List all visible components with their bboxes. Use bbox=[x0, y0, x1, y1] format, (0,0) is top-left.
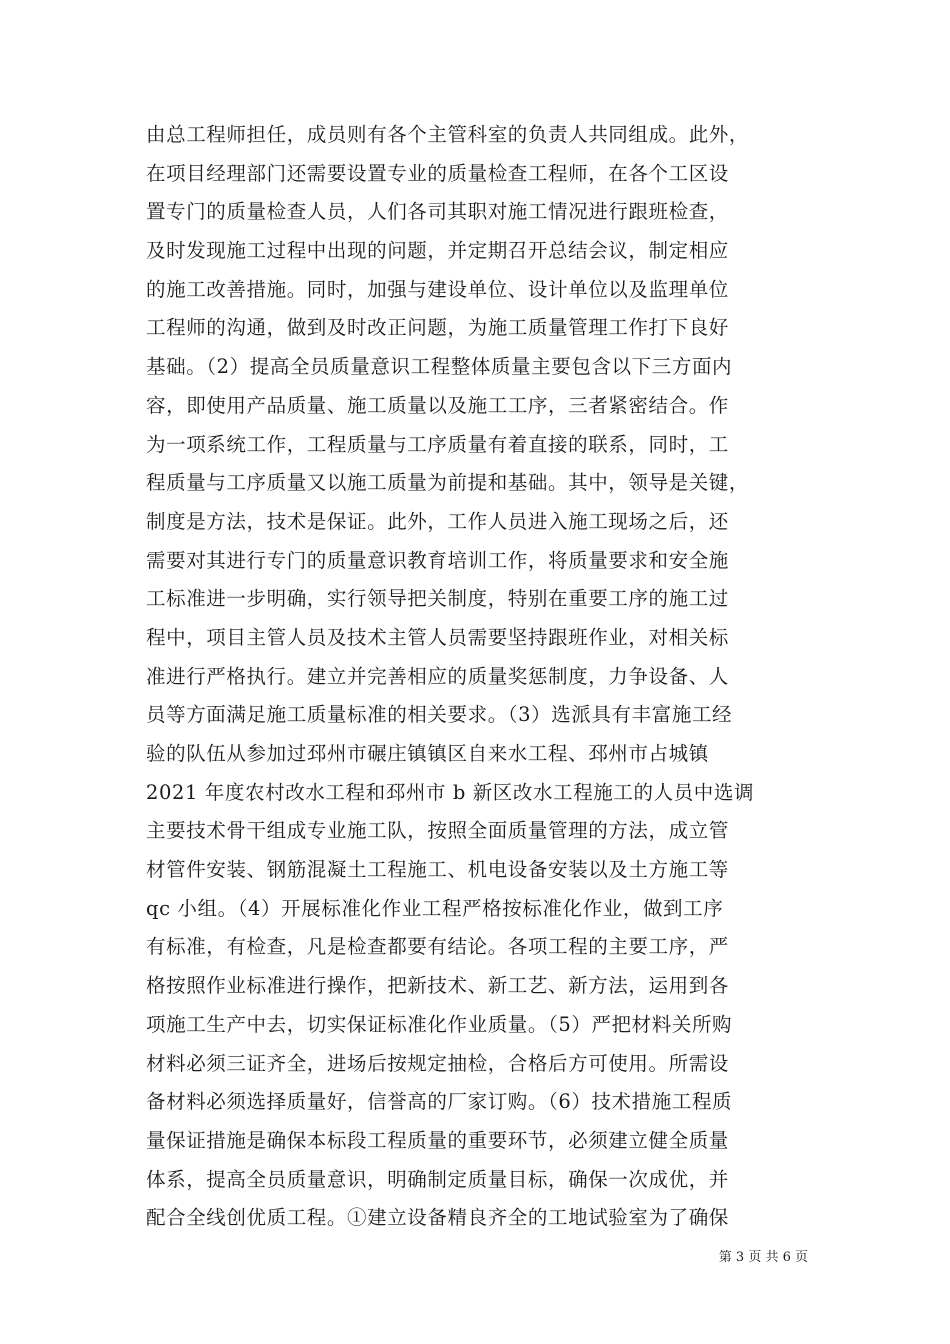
text-line: 及时发现施工过程中出现的问题，并定期召开总结会议，制定相应 bbox=[146, 239, 729, 263]
text-line: 有标准，有检查，凡是检查都要有结论。各项工程的主要工序，严 bbox=[146, 935, 729, 959]
text-line: 体系，提高全员质量意识，明确制定质量目标，确保一次成优，并 bbox=[146, 1167, 729, 1191]
text-line: 员等方面满足施工质量标准的相关要求。（3）选派具有丰富施工经 bbox=[146, 703, 733, 727]
text-line: 程中，项目主管人员及技术主管人员需要坚持跟班作业，对相关标 bbox=[146, 625, 729, 649]
text-line: 在项目经理部门还需要设置专业的质量检查工程师，在各个工区设 bbox=[146, 161, 729, 185]
text-line: 量保证措施是确保本标段工程质量的重要环节，必须建立健全质量 bbox=[146, 1128, 729, 1152]
text-line: 置专门的质量检查人员，人们各司其职对施工情况进行跟班检查， bbox=[146, 200, 729, 224]
text-line: 验的队伍从参加过邳州市碾庄镇镇区自来水工程、邳州市占城镇 bbox=[146, 742, 709, 765]
text-line: 由总工程师担任，成员则有各个主管科室的负责人共同组成。此外， bbox=[146, 123, 750, 146]
text-line: 的施工改善措施。同时，加强与建设单位、设计单位以及监理单位 bbox=[146, 277, 729, 301]
text-line: 制度是方法，技术是保证。此外，工作人员进入施工现场之后，还 bbox=[146, 509, 729, 533]
text-line: 配合全线创优质工程。①建立设备精良齐全的工地试验室为了确保 bbox=[146, 1206, 729, 1230]
text-line: 2021 年度农村改水工程和邳州市 b 新区改水工程施工的人员中选调 bbox=[146, 780, 755, 804]
text-line: qc 小组。（4）开展标准化作业工程严格按标准化作业，做到工序 bbox=[146, 896, 724, 920]
body-text bbox=[146, 116, 811, 1238]
text-line: 材料必须三证齐全，进场后按规定抽检，合格后方可使用。所需设 bbox=[146, 1051, 729, 1075]
text-line: 项施工生产中去，切实保证标准化作业质量。（5）严把材料关所购 bbox=[146, 1012, 733, 1036]
text-line: 为一项系统工作，工程质量与工序质量有着直接的联系，同时，工 bbox=[146, 432, 729, 456]
text-line: 工标准进一步明确，实行领导把关制度，特别在重要工序的施工过 bbox=[146, 587, 729, 611]
page-number: 第 3 页 共 6 页 bbox=[718, 1250, 808, 1265]
text-line: 备材料必须选择质量好，信誉高的厂家订购。（6）技术措施工程质 bbox=[146, 1090, 733, 1114]
text-line: 程质量与工序质量又以施工质量为前提和基础。其中，领导是关键， bbox=[146, 471, 750, 495]
text-line: 格按照作业标准进行操作，把新技术、新工艺、新方法，运用到各 bbox=[146, 974, 729, 998]
text-line: 基础。（2）提高全员质量意识工程整体质量主要包含以下三方面内 bbox=[146, 355, 733, 379]
text-line: 工程师的沟通，做到及时改正问题，为施工质量管理工作打下良好 bbox=[146, 316, 729, 340]
text-line: 容，即使用产品质量、施工质量以及施工工序，三者紧密结合。作 bbox=[146, 393, 729, 417]
text-line: 材管件安装、钢筋混凝土工程施工、机电设备安装以及土方施工等 bbox=[146, 858, 729, 882]
text-line: 主要技术骨干组成专业施工队，按照全面质量管理的方法，成立管 bbox=[146, 819, 729, 843]
text-line: 准进行严格执行。建立并完善相应的质量奖惩制度，力争设备、人 bbox=[146, 664, 729, 688]
text-line: 需要对其进行专门的质量意识教育培训工作，将质量要求和安全施 bbox=[146, 548, 729, 572]
